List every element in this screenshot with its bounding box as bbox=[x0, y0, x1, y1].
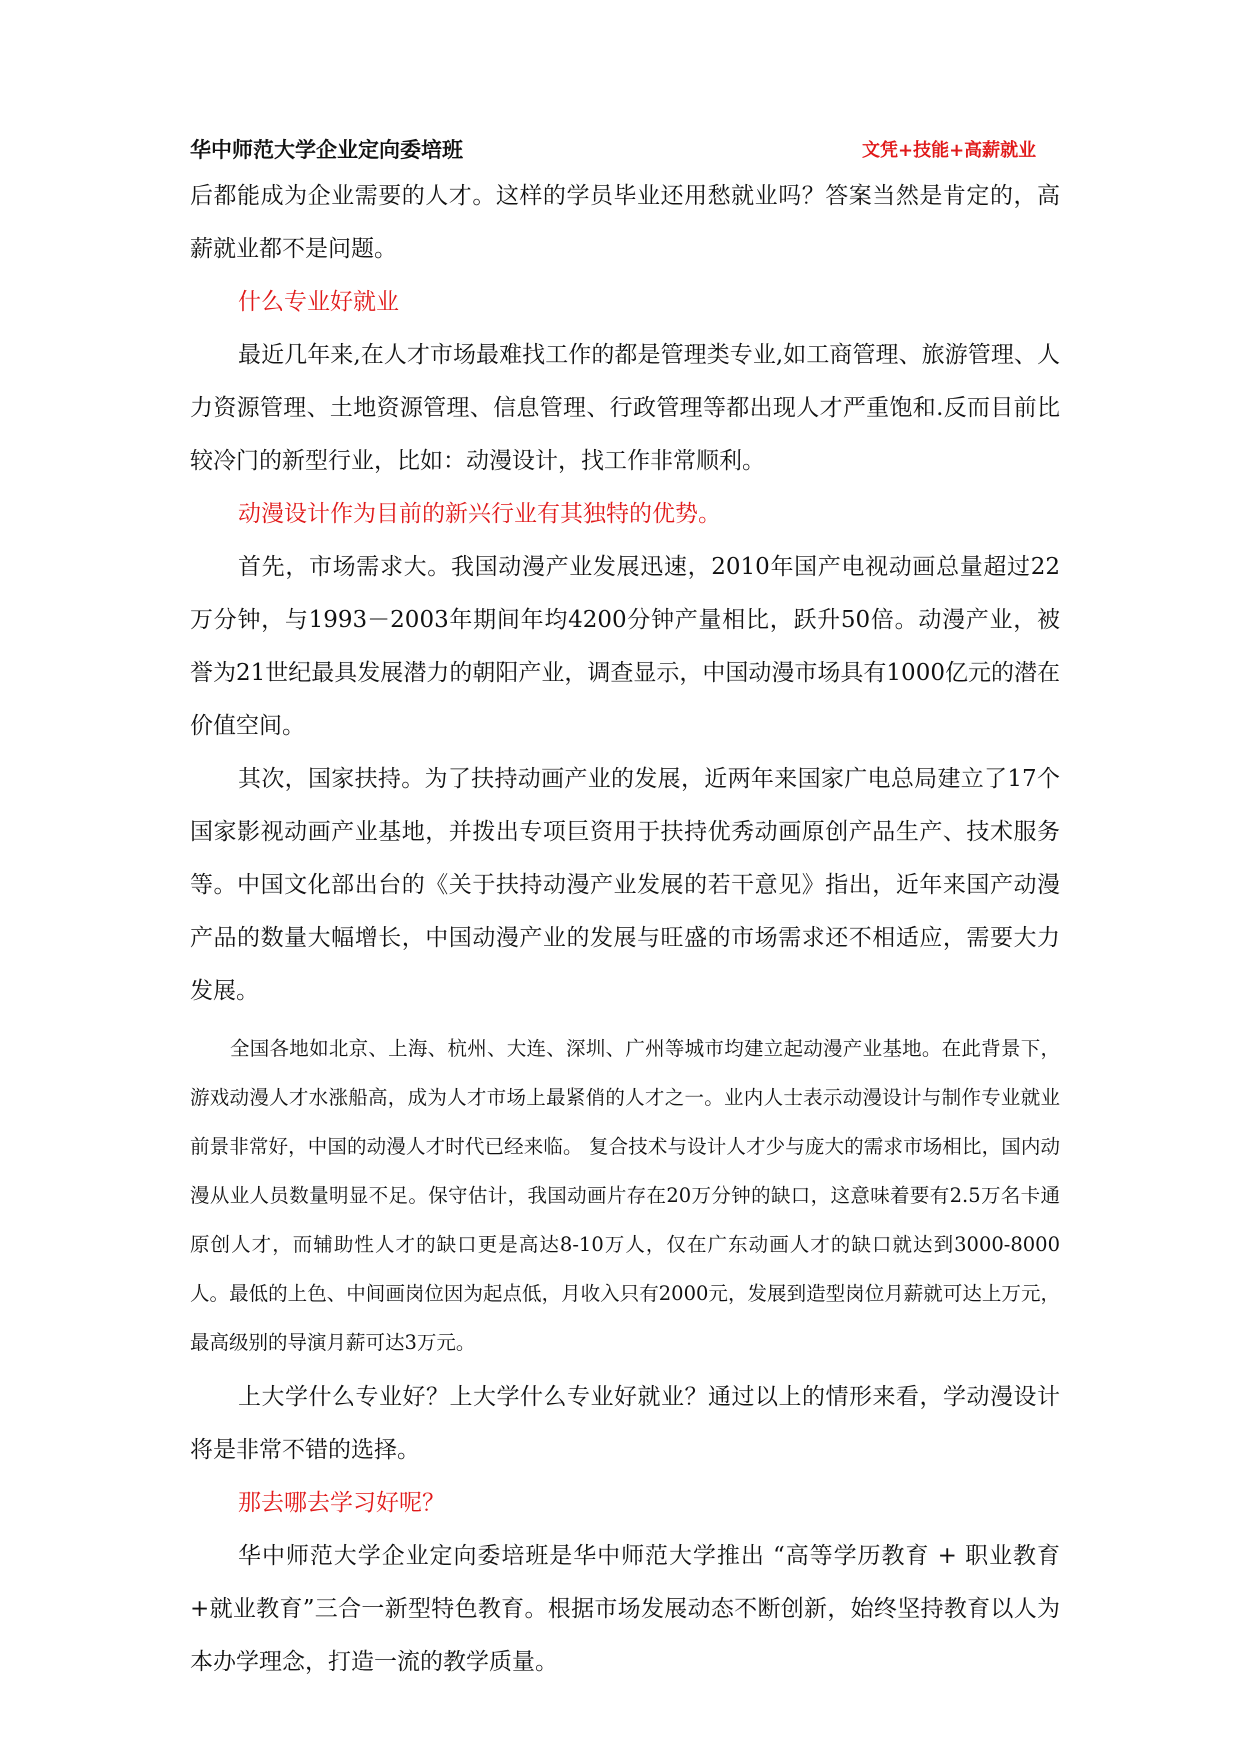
document-body bbox=[190, 170, 1060, 1689]
paragraph-state-support: 其次，国家扶持。为了扶持动画产业的发展，近两年来国家广电总局建立了17个国家影视动画产业基地，并拨出专项巨资用于扶持优秀动画原创产品生产、技术服务等。中国文化部出台的《关于扶持动漫产业发展的若干意见》指出，近年来国产动漫产品的数量大幅增长，中国动漫产业的发展与旺盛的市场需求还不相适应，需要大力发展。 bbox=[190, 766, 1060, 1004]
paragraph-market-demand: 首先，市场需求大。我国动漫产业发展迅速，2010年国产电视动画总量超过22万分钟，与1993－2003年期间年均4200分钟产量相比，跃升50倍。动漫产业，被誉为21世纪最具发展潜力的朝阳产业，调查显示，中国动漫市场具有1000亿元的潜在价值空间。 bbox=[190, 554, 1060, 739]
section-heading-animation-advantages: 动漫设计作为目前的新兴行业有其独特的优势。 bbox=[238, 501, 721, 527]
paragraph-continuation: 后都能成为企业需要的人才。这样的学员毕业还用愁就业吗？答案当然是肯定的，高薪就业都不是问题。 bbox=[190, 183, 1060, 262]
header-title: 华中师范大学企业定向委培班 bbox=[190, 138, 463, 162]
header-slogan: 文凭+技能+高薪就业 bbox=[862, 140, 1037, 161]
paragraph-conclusion: 上大学什么专业好？上大学什么专业好就业？通过以上的情形来看，学动漫设计将是非常不错的选择。 bbox=[190, 1384, 1060, 1463]
page-header bbox=[190, 134, 1050, 168]
paragraph-industry-bases: 全国各地如北京、上海、杭州、大连、深圳、广州等城市均建立起动漫产业基地。在此背景下，游戏动漫人才水涨船高，成为人才市场上最紧俏的人才之一。业内人士表示动漫设计与制作专业就业前景非常好，中国的动漫人才时代已经来临。 复合技术与设计人才少与庞大的需求市场相比，国内动漫从业人员数量明显不足。保守估计，我国动画片存在20万分钟的缺口，这意味着要有2.5万名卡通原创人才，而辅助性人才的缺口更是高达8-10万人，仅在广东动画人才的缺口就达到3000-8000人。最低的上色、中间画岗位因为起点低，月收入只有2000元，发展到造型岗位月薪就可达上万元，最高级别的导演月薪可达3万元。 bbox=[190, 1037, 1060, 1354]
paragraph-program-intro: 华中师范大学企业定向委培班是华中师范大学推出 “高等学历教育 + 职业教育+就业教育”三合一新型特色教育。根据市场发展动态不断创新，始终坚持教育以人为本办学理念，打造一流的教学质量。 bbox=[190, 1543, 1060, 1675]
section-heading-where-to-study: 那去哪去学习好呢？ bbox=[238, 1490, 445, 1516]
paragraph-management-majors: 最近几年来,在人才市场最难找工作的都是管理类专业,如工商管理、旅游管理、人力资源管理、土地资源管理、信息管理、行政管理等都出现人才严重饱和.反而目前比较冷门的新型行业，比如：动漫设计，找工作非常顺利。 bbox=[190, 342, 1060, 474]
section-heading-majors: 什么专业好就业 bbox=[238, 289, 399, 315]
